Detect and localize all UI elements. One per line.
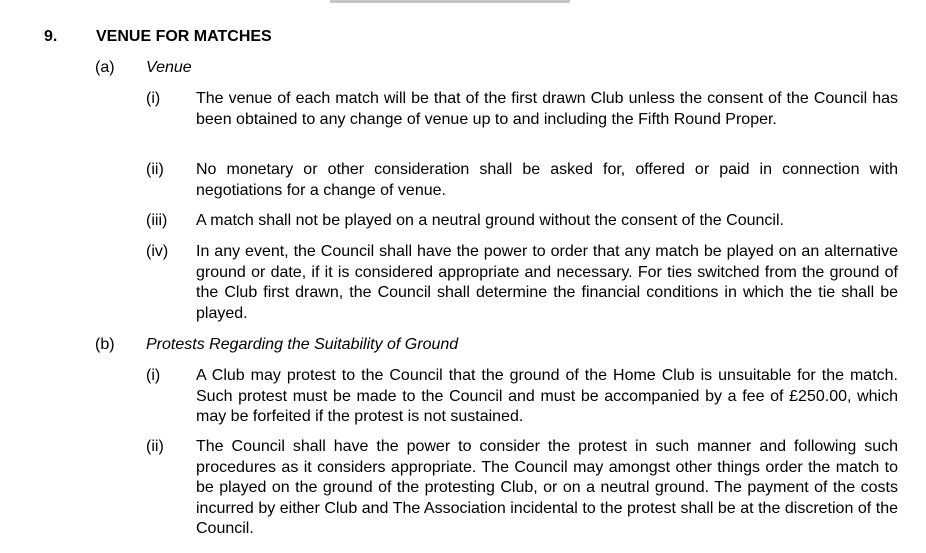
subsection-label-a: (a) [95,59,115,76]
subsection-label-b: (b) [95,336,115,353]
clause-text: In any event, the Council shall have the power to order that any match be played on an alternative ground or date, if it is considered appropriate and necessary. For ties switched from the ground of the Club first drawn, the Council shall determine the financial conditions in which the tie shall be played. [196,243,898,322]
clause-number: (ii) [146,438,164,455]
clause-number: (ii) [146,161,164,178]
clause-text: The Council shall have the power to consider the protest in such manner and following such procedures as it considers appropriate. The Council may amongst other things order the match to be played on the ground of the protesting Club, or on a neutral ground. The payment of the costs incurred by either Club and The Association incidental to the protest shall be at the discretion of the Council. [196,438,898,537]
clause-number: (i) [146,90,161,107]
clause-text: The venue of each match will be that of the first drawn Club unless the consent of the Council has been obtained to any change of venue up to and including the Fifth Round Proper. [196,90,898,128]
clause-number: (iv) [146,243,169,260]
subsection-title-protests: Protests Regarding the Suitability of Ground [146,336,459,353]
clause-number: (iii) [146,212,168,229]
clause-text: No monetary or other consideration shall be asked for, offered or paid in connection with negotiations for a change of venue. [196,161,898,199]
clause-b-ii [146,437,898,540]
section-number: 9. [44,28,58,45]
clause-text: A Club may protest to the Council that the ground of the Home Club is unsuitable for the match. Such protest must be made to the Council and must be accompanied by a fee of £250.00, which may be forfeited if the protest is not sustained. [196,367,898,425]
clause-number: (i) [146,367,161,384]
clause-b-i [146,366,898,428]
page-top-edge [330,0,570,3]
clause-a-ii [146,160,898,201]
clause-a-iv [146,242,898,324]
clause-a-i [146,89,898,130]
subsection-title-venue: Venue [146,59,192,76]
clause-a-iii [146,211,898,232]
clause-text: A match shall not be played on a neutral ground without the consent of the Council. [196,212,784,229]
section-title: VENUE FOR MATCHES [96,28,272,45]
